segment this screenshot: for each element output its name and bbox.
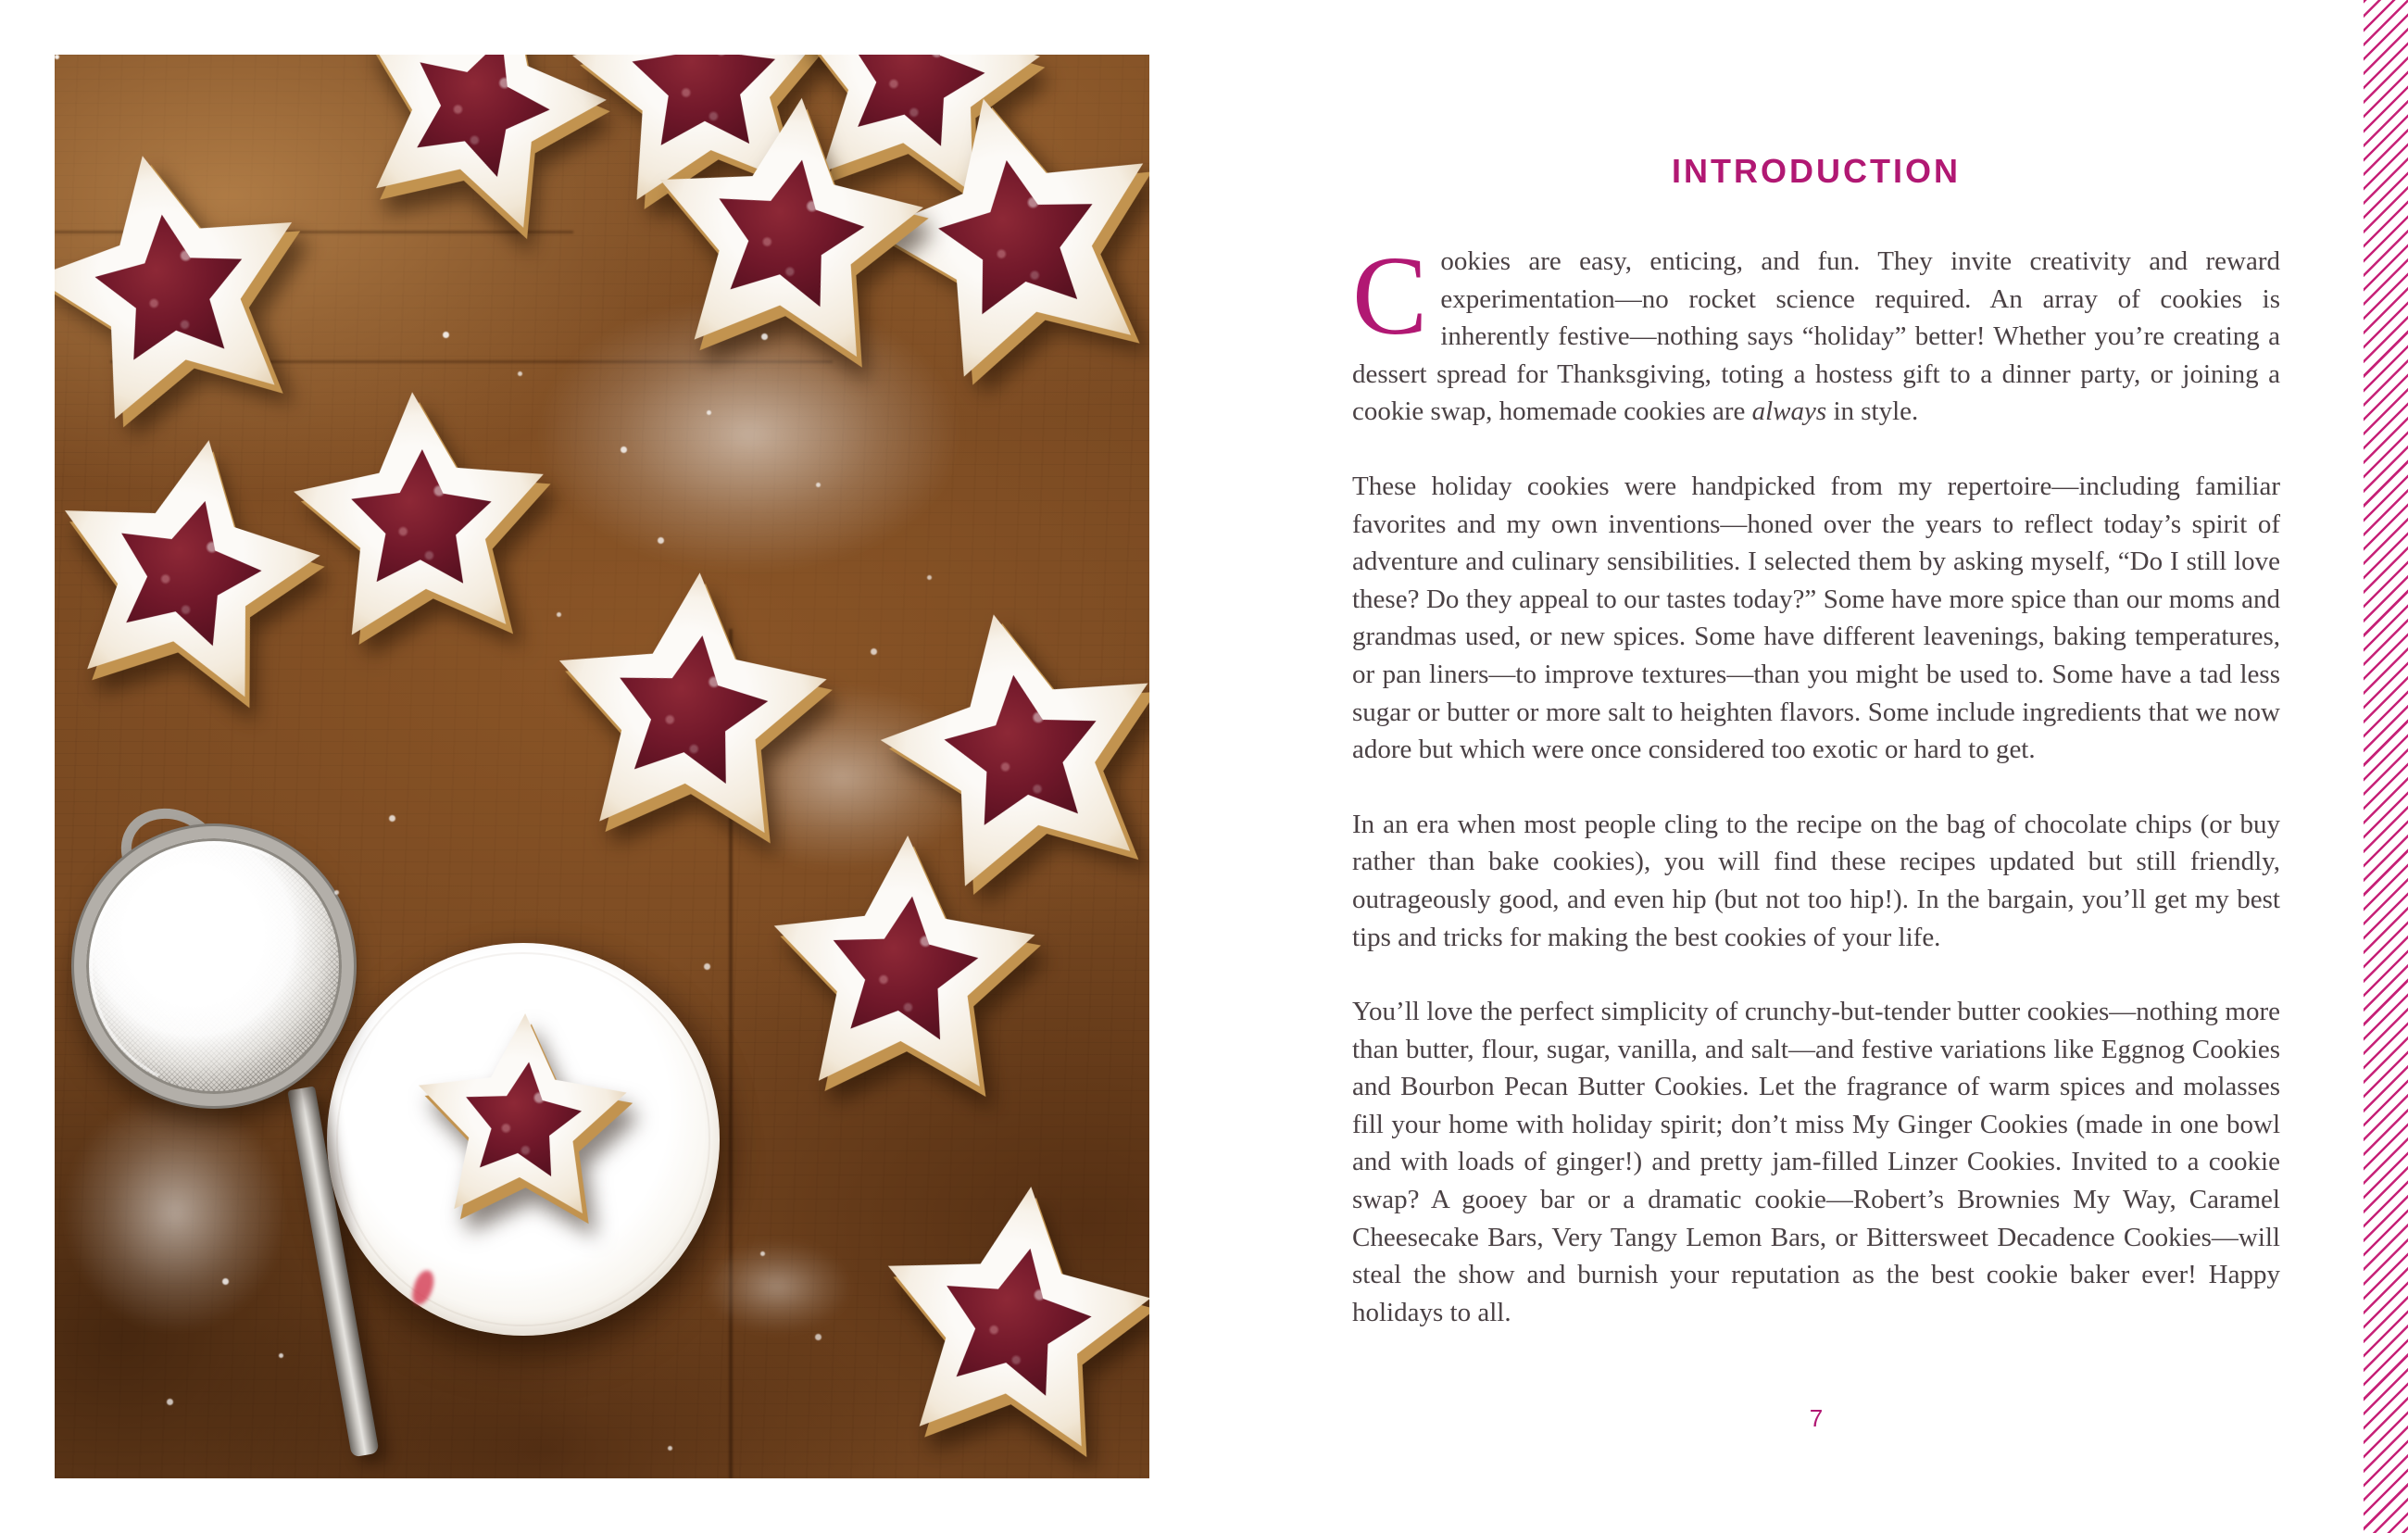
- linzer-cookie: [540, 563, 840, 863]
- linzer-cookie: [859, 1170, 1149, 1478]
- linzer-cookie: [761, 831, 1045, 1114]
- intro-paragraph-3: In an era when most people cling to the recipe on the bag of chocolate chips (or buy rather than bake cookies), you will find these recipes updated but still friendly, outrageously good, and even hip (but not too hip!). In the bargain, you’ll get my best tips and tricks for making the best cookies of your life.: [1352, 809, 2280, 952]
- drop-cap: C: [1352, 233, 1428, 358]
- sugar-specks: [55, 55, 59, 59]
- decorative-stripe-band: [2364, 0, 2408, 1533]
- page-title: INTRODUCTION: [1672, 152, 1961, 191]
- linzer-cookie-on-plate: [408, 1010, 634, 1236]
- linzer-cookie: [55, 417, 343, 733]
- powdered-sugar-haze: [64, 1092, 286, 1333]
- paragraph-text: ookies are easy, enticing, and fun. They invite creativity and reward experimentation—no rocket science required. An array of cookies is inherently festive—nothing says “holiday” better! Whether you’re creating a dessert spread for Thanksgiving, toting a hostess gift to a dinner party, or joining a cookie swap, homemade cookies are: [1352, 246, 2280, 427]
- intro-paragraph-1: [1352, 233, 2280, 431]
- page-number: 7: [1809, 1404, 1824, 1432]
- cookie-photo: [55, 55, 1149, 1478]
- intro-paragraph-4: You’ll love the perfect simplicity of crunchy-but-tender butter cookies—nothing more than butter, flour, sugar, vanilla, and salt—and festive variations like Eggnog Cookies and Bourbon Pecan Butter Cookies. Let the fragrance of warm spices and molasses fill your home with holiday spirit; don’t miss My Ginger Cookies (made in one bowl and with loads of ginger!) and pretty jam-filled Linzer Cookies. Invited to a cookie swap? A gooey bar or a dramatic cookie—Robert’s Brownies My Way, Caramel Cheesecake Bars, Very Tangy Lemon Bars, or Bittersweet Decadence Cookies—will steal the show and burnish your reputation as the best cookie baker ever! Happy holidays to all.: [1352, 997, 2280, 1327]
- paragraph-text: in style.: [1826, 396, 1919, 427]
- italic-word: always: [1751, 396, 1827, 427]
- linzer-cookie: [634, 83, 940, 389]
- introduction-text: [1352, 233, 2280, 1368]
- intro-paragraph-2: These holiday cookies were handpicked from my repertoire—including familiar favorites and my own inventions—honed over the years to reflect today’s spirit of adventure and culinary sensibilities. I selected them by asking myself, “Do I still love these? Do they appeal to our tastes today?” Some have more spice than our moms and grandmas used, or new spices. Some have different leavenings, baking temperatures, or pan liners—to improve textures—than you might be used to. Some have a tad less sugar or butter or more salt to heighten flavors. Some include ingredients that we now adore but which were once considered too exotic or hard to get.: [1352, 471, 2280, 765]
- powdered-sugar-sifter: [74, 826, 354, 1106]
- powdered-sugar-haze: [703, 1240, 851, 1333]
